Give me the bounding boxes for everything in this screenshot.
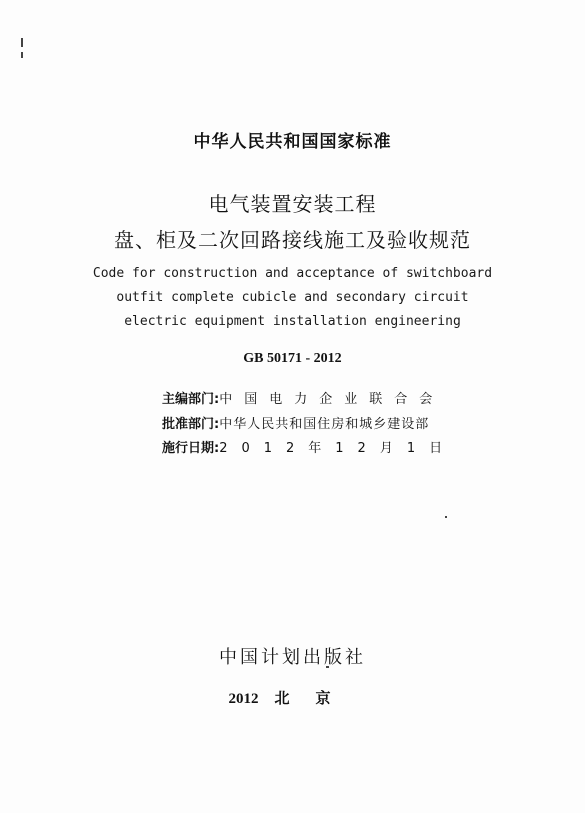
imprint-city: 北京 (274, 691, 357, 707)
scan-mark-top-left-2 (21, 52, 23, 58)
scan-mark-top-left (21, 38, 23, 47)
approver-department-label: 批准部门: (162, 417, 220, 432)
imprint-line (0, 687, 585, 708)
approver-department-row (162, 413, 429, 432)
effective-date-value: 2012年12月1日 (219, 441, 457, 456)
publisher-name: 中国计划出版社 (219, 647, 366, 668)
english-title-line-1: Code for construction and acceptance of switchboard (92, 266, 493, 281)
imprint-year: 2012 (228, 691, 259, 707)
approver-department-value: 中华人民共和国住房和城乡建设部 (219, 417, 430, 432)
english-title-line-3: electric equipment installation engineering (124, 314, 461, 329)
chinese-title-line-1: 电气装置安装工程 (208, 192, 377, 216)
english-title-line-2: outfit complete cubicle and secondary circuit (116, 290, 469, 305)
standard-code: GB 50171 - 2012 (243, 351, 342, 366)
standard-type-heading: 中华人民共和国国家标准 (193, 132, 392, 152)
editor-department-value: 中国电力企业联合会 (219, 392, 445, 407)
effective-date-row (162, 437, 456, 456)
editor-department-label: 主编部门: (162, 392, 220, 407)
effective-date-label: 施行日期: (162, 441, 220, 456)
chinese-title-line-2: 盘、柜及二次回路接线施工及验收规范 (114, 228, 471, 252)
editor-department-row (162, 388, 444, 407)
scan-speck-right (445, 516, 447, 518)
